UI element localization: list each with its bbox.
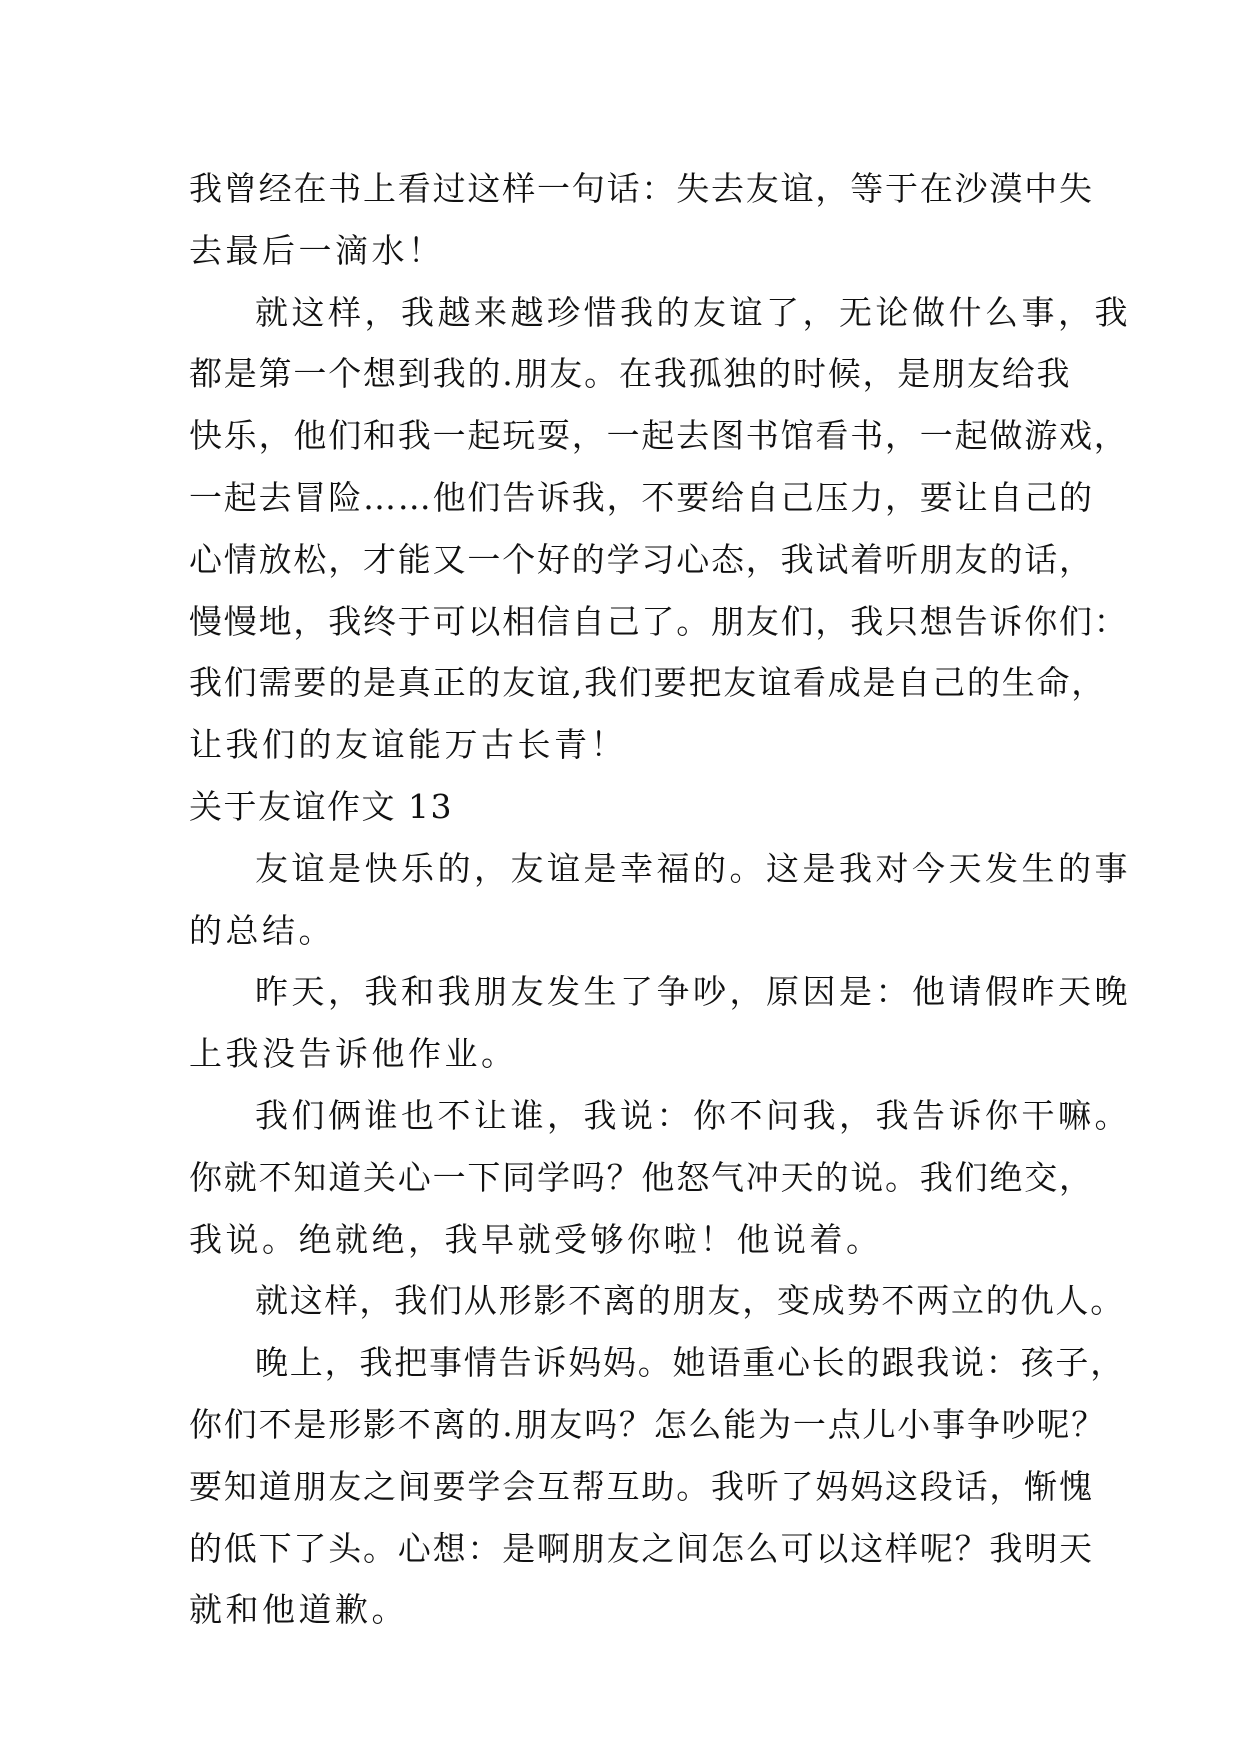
- body-line: 我曾经在书上看过这样一句话：失去友谊，等于在沙漠中失: [189, 169, 1094, 208]
- body-line: 你们不是形影不离的.朋友吗？怎么能为一点儿小事争吵呢？: [189, 1404, 1107, 1444]
- paragraph-start-line: 友谊是快乐的，友谊是幸福的。这是我对今天发生的事: [255, 848, 1131, 888]
- essay-body: [189, 158, 1131, 1641]
- body-line: 上我没告诉他作业。: [189, 1034, 518, 1074]
- body-line: 都是第一个想到我的.朋友。在我孤独的时候，是朋友给我: [189, 354, 1072, 394]
- body-line: 的低下了头。心想：是啊朋友之间怎么可以这样呢？我明天: [189, 1528, 1094, 1568]
- paragraph-start-line: 我们俩谁也不让谁，我说：你不问我，我告诉你干嘛。: [255, 1095, 1131, 1135]
- paragraph-start-line: 晚上，我把事情告诉妈妈。她语重心长的跟我说：孩子，: [255, 1343, 1125, 1383]
- body-line: 慢慢地，我终于可以相信自己了。朋友们，我只想告诉你们：: [189, 601, 1129, 641]
- body-line: 一起去冒险……他们告诉我，不要给自己压力，要让自己的: [189, 477, 1094, 517]
- body-line: 的总结。: [189, 910, 335, 950]
- body-line: 让我们的友谊能万古长青！: [189, 725, 627, 765]
- paragraph-start-line: 昨天，我和我朋友发生了争吵，原因是：他请假昨天晚: [255, 972, 1131, 1012]
- body-line: 去最后一滴水！: [189, 230, 445, 270]
- body-line: 我说。绝就绝，我早就受够你啦！他说着。: [189, 1219, 883, 1259]
- body-line: 你就不知道关心一下同学吗？他怒气冲天的说。我们绝交，: [189, 1157, 1094, 1197]
- body-line: 快乐，他们和我一起玩耍，一起去图书馆看书，一起做游戏，: [189, 416, 1129, 456]
- paragraph-start-line: 就这样，我越来越珍惜我的友谊了，无论做什么事，我: [255, 292, 1131, 332]
- section-title: 关于友谊作文 13: [189, 786, 453, 826]
- body-line: 心情放松，才能又一个好的学习心态，我试着听朋友的话，: [189, 539, 1094, 579]
- body-line: 我们需要的是真正的友谊,我们要把友谊看成是自己的生命，: [189, 663, 1107, 703]
- paragraph-start-line: 就这样，我们从形影不离的朋友，变成势不两立的仇人。: [255, 1281, 1125, 1321]
- body-line: 就和他道歉。: [189, 1590, 408, 1630]
- body-line: 要知道朋友之间要学会互帮互助。我听了妈妈这段话，惭愧: [189, 1466, 1094, 1506]
